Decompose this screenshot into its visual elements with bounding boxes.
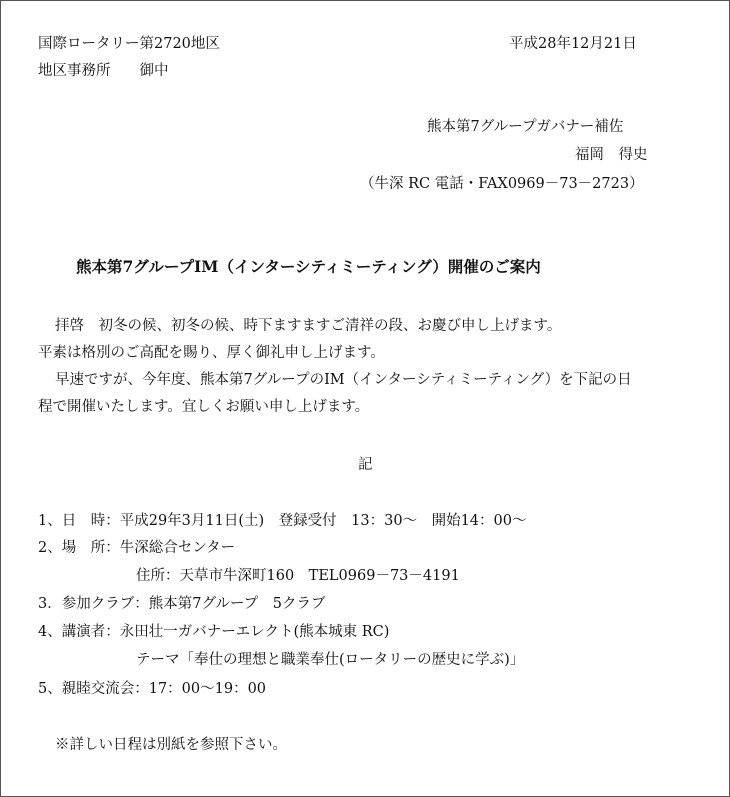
item-place-label: 2、場 所： (38, 540, 120, 556)
item-date-value: 平成29年3月11日(土) 登録受付 13：30～ 開始14：00～ (119, 513, 527, 529)
sender-contact: （牛深 RC 電話・FAX0969－73－2723） (360, 176, 644, 192)
sender-name: 福岡 得史 (575, 147, 648, 163)
item-speaker (38, 625, 389, 640)
body-line-1: 拝啓 初冬の候、初冬の候、時下ますますご清祥の段、お慶び申し上げます。 (55, 318, 562, 334)
body-line-2: 平素は格別のご高配を賜り、厚く御礼申し上げます。 (38, 345, 385, 361)
item-party (38, 682, 266, 697)
item-date-label: 1、日 時： (38, 513, 120, 529)
sender-title: 熊本第7グループガバナー補佐 (427, 119, 624, 135)
body-line-4: 程で開催いたします。宜しくお願い申し上げます。 (38, 399, 370, 415)
item-address: 住所：天草市牛深町160 TEL0969－73－4191 (136, 568, 460, 584)
document-date: 平成28年12月21日 (509, 36, 637, 52)
item-place-value: 牛深総合センター (119, 540, 236, 556)
item-clubs-label: 3．参加クラブ： (38, 596, 149, 612)
item-party-label: 5、親睦交流会： (38, 681, 149, 697)
item-date (38, 514, 526, 529)
document-title: 熊本第7グループIM（インターシティミーティング）開催のご案内 (76, 257, 541, 276)
item-theme: テーマ「奉仕の理想と職業奉仕(ロータリーの歴史に学ぶ)」 (136, 652, 525, 668)
item-place (38, 541, 235, 556)
body-line-3: 早速ですが、今年度、熊本第7グループのIM（インターシティミーティング）を下記の日 (55, 372, 632, 388)
item-speaker-label: 4、講演者： (38, 624, 120, 640)
item-clubs (38, 597, 326, 612)
ki-heading: 記 (358, 457, 373, 473)
recipient-org: 国際ロータリー第2720地区 (38, 36, 220, 52)
footnote: ※詳しい日程は別紙を参照下さい。 (55, 737, 287, 753)
item-party-value: 17：00～19：00 (148, 681, 267, 697)
recipient-office: 地区事務所 御中 (38, 63, 169, 79)
item-speaker-value: 永田壮一ガバナーエレクト(熊本城東 RC) (119, 624, 390, 640)
item-clubs-value: 熊本第7グループ 5クラブ (148, 596, 326, 612)
